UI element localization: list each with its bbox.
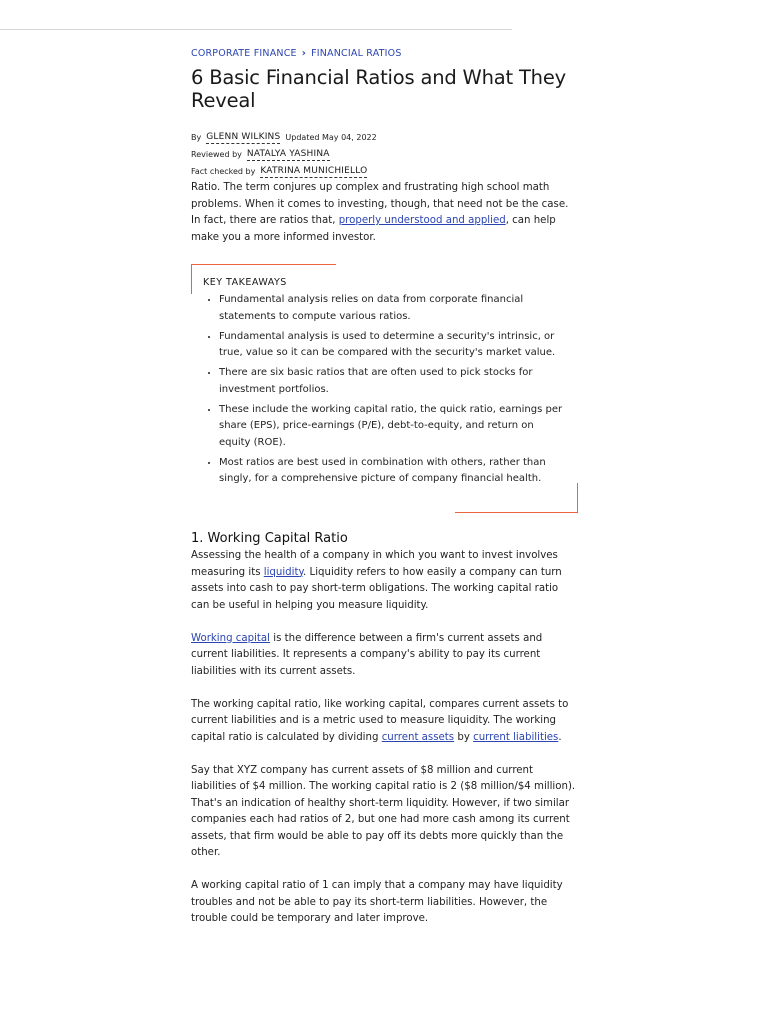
liquidity-link[interactable]: liquidity — [263, 566, 304, 578]
list-item: • Fundamental analysis relies on data from corporate financial statements to compute various ratios. — [219, 292, 576, 325]
chevron-right-icon: › — [301, 47, 307, 59]
key-takeaways-box — [191, 264, 576, 513]
factchecker-link[interactable]: KATRINA MUNICHIELLO — [260, 165, 368, 176]
factcheck-label: Fact checked by — [191, 167, 256, 176]
key-takeaways-title: KEY TAKEAWAYS — [203, 277, 287, 288]
accent-border — [191, 264, 192, 294]
paragraph-text: by — [454, 731, 474, 743]
key-takeaways-list — [203, 292, 576, 488]
current-assets-link[interactable]: current assets — [381, 731, 455, 743]
byline-factcheck-row — [191, 163, 576, 180]
header-divider — [0, 29, 512, 30]
section-heading: 1. Working Capital Ratio — [191, 531, 348, 546]
paragraph-text: . — [558, 731, 562, 743]
section-working-capital-ratio — [191, 531, 576, 928]
accent-border — [191, 264, 336, 265]
intro-text-after: , can help make you a more informed investor. — [191, 215, 556, 243]
paragraph — [191, 631, 576, 681]
reviewed-label: Reviewed by — [191, 150, 242, 159]
list-item: • Fundamental analysis is used to determine a security's intrinsic, or true, value so it can be compared with the security's market value. — [219, 329, 576, 362]
updated-date: Updated May 04, 2022 — [285, 133, 377, 142]
current-liabilities-link[interactable]: current liabilities — [473, 731, 559, 743]
paragraph — [191, 548, 576, 614]
paragraph: A working capital ratio of 1 can imply that a company may have liquidity troubles and not be able to pay its short-term liabilities. However, the trouble could be temporary and later improve. — [191, 880, 563, 924]
page-title: 6 Basic Financial Ratios and What They Reveal — [191, 66, 566, 112]
byline-author-row — [191, 129, 576, 146]
byline-reviewer-row — [191, 146, 576, 163]
paragraph: Say that XYZ company has current assets of $8 million and current liabilities of $4 million. The working capital ratio is 2 ($8 million/$4 million). That's an indication of healthy short-term liquidity. However, if two similar companies each had ratios of 2, but one had more cash among its current assets, that firm would be able to pay off its debts more quickly than the other. — [191, 764, 576, 858]
breadcrumb-financial-ratios[interactable]: FINANCIAL RATIOS — [311, 47, 402, 59]
list-item: • There are six basic ratios that are often used to pick stocks for investment portfolios. — [219, 365, 576, 398]
accent-border — [455, 512, 578, 513]
working-capital-link[interactable]: Working capital — [191, 632, 270, 644]
intro-text-before: Ratio. The term conjures up complex and frustrating high school math problems. When it comes to investing, though, that need not be the case. In fact, there are ratios that, — [191, 182, 569, 226]
breadcrumb-corporate-finance[interactable]: CORPORATE FINANCE — [191, 47, 297, 59]
paragraph-text: The working capital ratio, like working capital, compares current assets to current liabilities and is a metric used to measure liquidity. The working capital ratio is calculated by dividing — [191, 698, 569, 743]
paragraph-text: . Liquidity refers to how easily a company can turn assets into cash to pay short-term obligations. The working capital ratio can be useful in helping you measure liquidity. — [191, 566, 562, 611]
paragraph — [191, 697, 576, 747]
reviewer-link[interactable]: NATALYA YASHINA — [246, 148, 330, 159]
paragraph-text: is the difference between a firm's current assets and current liabilities. It represents a company's ability to pay its current liabilities with its current assets. — [191, 632, 543, 677]
byline — [191, 129, 576, 180]
breadcrumb — [191, 46, 576, 60]
intro-link[interactable]: properly understood and applied — [338, 215, 506, 226]
list-item: • Most ratios are best used in combination with others, rather than singly, for a comprehensive picture of company financial health. — [219, 455, 576, 488]
by-label: By — [191, 133, 202, 142]
author-link[interactable]: GLENN WILKINS — [206, 131, 281, 142]
accent-border — [577, 483, 578, 513]
list-item: • These include the working capital ratio, the quick ratio, earnings per share (EPS), price-earnings (P/E), debt-to-equity, and return on equity (ROE). — [219, 402, 576, 452]
paragraph-text: Assessing the health of a company in which you want to invest involves measuring its — [191, 550, 558, 578]
intro-paragraph — [191, 180, 576, 246]
article — [191, 46, 576, 944]
